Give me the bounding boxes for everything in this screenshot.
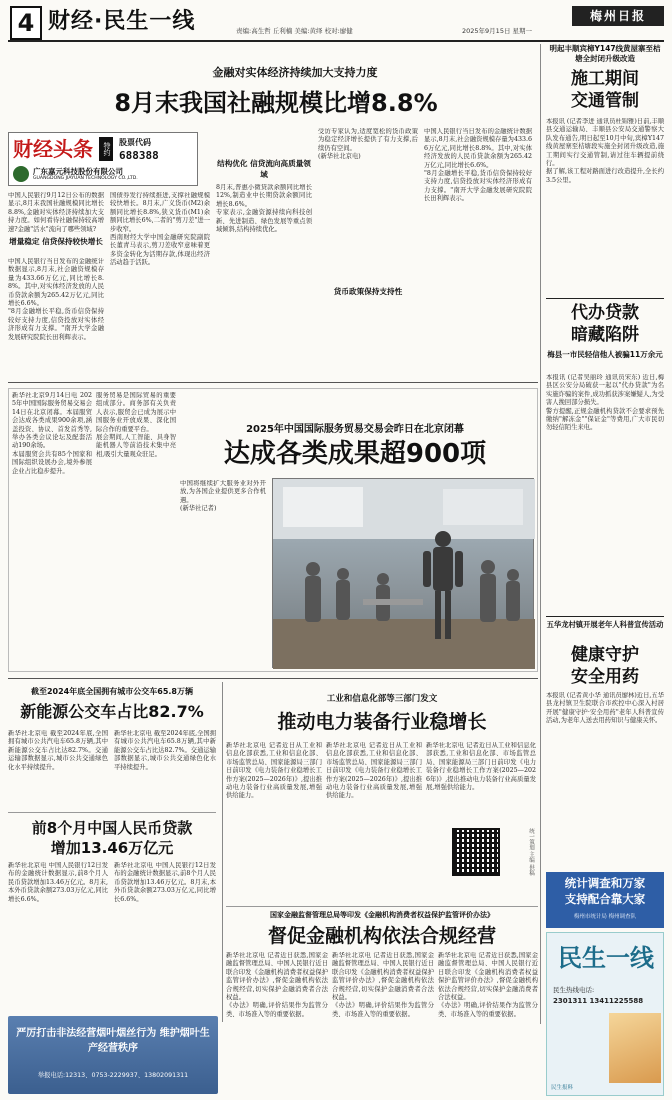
company-name-en: GUANGDONG JIAYUAN TECHNOLOGY CO.,LTD. xyxy=(33,176,138,181)
right-s3-body: 本报讯 (记者黄小华 通讯员廖林)近日,五华县龙村镇卫生院联合市疾控中心深入村居开展"健康守护·安全用药"老年人科普宣传活动,为老年人送去用药知识与健康关怀。 xyxy=(546,692,664,725)
promo-org: 梅州市统计局 梅州调查队 xyxy=(573,914,637,920)
right-s2-subtitle: 梅县一市民轻信他人被骗11万余元 xyxy=(547,350,663,359)
editors-line: 责编:高生哲 丘利楠 美编:黄绎 校对:廖健 xyxy=(236,27,353,35)
tobacco-hotline: 举报电话:12313、0753-2229937、13802091311 xyxy=(37,1072,189,1079)
lead-body-col2: 国债券发行持续推进,支撑社融规模较快增长。8月末,广义货币(M2)余额同比增长8.8%,狭义货币(M1)余额同比增长6%,二者的"剪刀差"进一步收窄。 西南财经大学中国金融研究院副院长董青马表示,剪刀差收窄意味着更多资金转化为活期存款,体现出经济活动趋于活跃。 xyxy=(110,192,210,267)
lead-body-col3: 8月末,普惠小微贷款余额同比增长12%,制造业中长期贷款余额同比增长8.6%。 专家表示,金融资源持续向科技创新、先进制造、绿色发展等重点领域倾斜,结构持续优化。 xyxy=(216,184,312,234)
power-kicker: 工业和信息化部等三部门发文 xyxy=(326,694,438,704)
power-body-col1: 新华社北京电 记者近日从工业和信息化部获悉,工业和信息化部、市场监管总局、国家能源局三部门日前印发《电力装备行业稳增长工作方案(2025—2026年)》,提出推动电力装备行业高质量发展,增强供给能力。 xyxy=(226,742,322,800)
qr-caption: 统一策划 主编 供稿 xyxy=(528,828,534,876)
company-name-cn: 广东嘉元科技股份有限公司 xyxy=(33,167,123,176)
lead-body-col4: 受访专家认为,适度宽松的货币政策为稳定经济增长提供了有力支撑,后续仍有空间。 (新华社北京电) xyxy=(318,128,418,161)
lead-body-col5: 中国人民银行当日发布的金融统计数据显示,8月末,社会融资规模存量为433.66万亿元,同比增长8.8%。其中,对实体经济发放的人民币贷款余额为265.42万亿元,同比增长6.6%。 "8月金融增长平稳,货币信贷保持较好支持力度,信贷投放对实体经济形成有力支撑。"南开大学金融发展研究院院长田利辉表示。 xyxy=(424,128,532,203)
lead-kicker: 金融对实体经济持续加大支持力度 xyxy=(212,66,378,79)
stock-code: 688388 xyxy=(119,149,159,162)
right-s3-title-1: 健康守护 xyxy=(571,645,639,665)
right-s3-kicker: 五华龙村镇开展老年人科普宣传活动 xyxy=(546,620,664,629)
minsheng-logo: 民生一线 xyxy=(558,943,654,972)
reg-body-col2: 新华社北京电 记者近日获悉,国家金融监督管理总局、中国人民银行近日联合印发《金融机构消费者权益保护监管评价办法》,督促金融机构依法合规经营,切实保护金融消费者合法权益。 《办法》明确,评价结果作为监管分类、市场准入等的重要依据。 xyxy=(332,952,434,1018)
power-body-col3: 新华社北京电 记者近日从工业和信息化部获悉,工业和信息化部、市场监管总局、国家能源局三部门日前印发《电力装备行业稳增长工作方案(2025—2026年)》,提出推动电力装备行业高质量发展,增强供给能力。 xyxy=(426,742,536,792)
feature-kicker: 2025年中国国际服务贸易交易会昨日在北京闭幕 xyxy=(246,424,464,435)
right-s3-title-2: 安全用药 xyxy=(571,667,639,687)
right-s1-title-1: 施工期间 xyxy=(571,69,639,89)
promo-corner-label: 民生报料 xyxy=(551,1085,574,1091)
reg-headline: 督促金融机构依法合规经营 xyxy=(267,925,496,947)
feature-body-col3: 中国将继续扩大服务业对外开放,为各国企业提供更多合作机遇。 (新华社记者) xyxy=(180,480,266,513)
right-s2-title-1: 代办贷款 xyxy=(571,303,639,323)
lead-subhead-2: 结构优化 信贷流向高质量领域 xyxy=(217,159,311,179)
loan-headline-line2: 增加13.46万亿元 xyxy=(50,839,174,857)
right-s2-title-2: 暗藏陷阱 xyxy=(571,325,639,345)
page-number-box xyxy=(10,6,42,40)
promo-illustration xyxy=(609,1013,661,1083)
company-logo-icon xyxy=(13,166,29,182)
loan-body-col2: 新华社北京电 中国人民银行12日发布的金融统计数据显示,前8个月人民币贷款增加13.46万亿元。8月末,本外币贷款余额273.03万亿元,同比增长6.6%。 xyxy=(114,862,216,903)
loan-headline-line1: 前8个月中国人民币贷款 xyxy=(31,819,193,837)
promo-line1: 统计调查和万家 xyxy=(564,876,646,890)
finance-ad-box xyxy=(8,132,198,186)
lead-subhead-1: 增量稳定 信贷保持较快增长 xyxy=(9,237,103,246)
right-s2-body: 本报讯 (记者吴丽玲 通讯员宋东) 近日,梅县区公安分局破获一起以"代办贷款"为名实施诈骗的案件,成功抓获涉案嫌疑人,为受害人挽回部分损失。 警方提醒,正规金融机构贷款不会要求预先缴纳"解冻金""保证金"等费用,广大市民切勿轻信陌生来电。 xyxy=(546,374,664,432)
statistics-promo xyxy=(546,872,664,928)
power-headline: 推动电力装备行业稳增长 xyxy=(277,711,487,733)
reg-kicker: 国家金融监督管理总局等印发《金融机构消费者权益保护监管评价办法》 xyxy=(270,911,494,919)
minsheng-promo xyxy=(546,932,664,1096)
robot-expo-photo xyxy=(272,478,534,668)
right-s1-body: 本报讯 (记者李进 通讯员杜锦雅)日前,丰顺县交通运输局、丰顺县公安局交通警察大队发布通告,明日起至10月中旬,宾樟Y147线黄屋寨至桔塘段实施全封闭升级改造,施工期间实行交通管制,请过往车辆提前绕行。 据了解,该工程对路面进行改造提升,全长约3.5公里。 xyxy=(546,118,664,184)
power-body-col2: 新华社北京电 记者近日从工业和信息化部获悉,工业和信息化部、市场监管总局、国家能源局三部门日前印发《电力装备行业稳增长工作方案(2025—2026年)》,提出推动电力装备行业高质量发展,增强供给能力。 xyxy=(326,742,422,800)
feature-body-col2: 服务贸易是国际贸易的重要组成部分。商务部有关负责人表示,服贸会已成为展示中国服务业开放成果、深化国际合作的重要平台。 展会期间,人工智能、具身智能机器人等前沿技术集中亮相,吸引大量观众驻足。 xyxy=(96,392,176,458)
bus-body-col1: 新华社北京电 截至2024年底,全国拥有城市公共汽电车65.8万辆,其中新能源公交车占比达82.7%。交通运输部数据显示,城市公共交通绿色化水平持续提升。 xyxy=(8,730,108,771)
ad-label: 财经头条 xyxy=(13,137,93,161)
lead-body-col1: 中国人民银行当日发布的金融统计数据显示,8月末,社会融资规模存量为433.66万亿元,同比增长8.8%。其中,对实体经济发放的人民币贷款余额为265.42万亿元,同比增长6.6%。 "8月金融增长平稳,货币信贷保持较好支持力度,信贷投放对实体经济形成有力支撑。"南开大学金融发展研究院院长田利辉表示。 xyxy=(8,258,104,341)
loan-body-col1: 新华社北京电 中国人民银行12日发布的金融统计数据显示,前8个月人民币贷款增加13.46万亿元。8月末,本外币贷款余额273.03万亿元,同比增长6.6%。 xyxy=(8,862,108,903)
reg-body-col1: 新华社北京电 记者近日获悉,国家金融监督管理总局、中国人民银行近日联合印发《金融机构消费者权益保护监管评价办法》,督促金融机构依法合规经营,切实保护金融消费者合法权益。 《办法》明确,评价结果作为监管分类、市场准入等的重要依据。 xyxy=(226,952,328,1018)
issue-date: 2025年9月15日 星期一 xyxy=(462,27,533,35)
bus-kicker: 截至2024年底全国拥有城市公交车65.8万辆 xyxy=(30,687,193,696)
bus-headline: 新能源公交车占比82.7% xyxy=(20,702,204,721)
stock-code-label: 股票代码 xyxy=(119,138,151,147)
promo-line2: 支持配合靠大家 xyxy=(564,892,646,906)
right-s1-title-2: 交通管制 xyxy=(571,91,639,111)
feature-body-col1: 新华社北京9月14日电 2025年中国国际服务贸易交易会14日在北京闭幕。本届服贸会达成各类成果900余项,涵盖投资、协议、首发首秀等,举办各类会议论坛及配套活动190余场。 本届服贸会共有85个国家和国际组织设展办会,境外参展企业占比稳步提升。 xyxy=(12,392,92,475)
reg-body-col3: 新华社北京电 记者近日获悉,国家金融监督管理总局、中国人民银行近日联合印发《金融机构消费者权益保护监管评价办法》,督促金融机构依法合规经营,切实保护金融消费者合法权益。 《办法》明确,评价结果作为监管分类、市场准入等的重要依据。 xyxy=(438,952,538,1018)
lead-body-intro: 中国人民银行9月12日公布的数据显示,8月末我国社融规模同比增长8.8%,金融对实体经济持续加大支持力度。如何看待社融保持较高增速?金融"活水"流向了哪些领域? xyxy=(8,192,104,233)
page-number: 4 xyxy=(17,9,35,37)
masthead-logo: 梅州日报 xyxy=(572,6,664,26)
tobacco-banner-title: 严厉打击非法经营烟叶烟丝行为 维护烟叶生产经营秩序 xyxy=(16,1028,210,1054)
lead-subhead-3: 货币政策保持支持性 xyxy=(333,287,403,296)
hotline-numbers: 2301311 13411225588 xyxy=(553,997,644,1005)
bus-body-col2: 新华社北京电 截至2024年底,全国拥有城市公共汽电车65.8万辆,其中新能源公交车占比达82.7%。交通运输部数据显示,城市公共交通绿色化水平持续提升。 xyxy=(114,730,216,771)
right-s1-kicker: 明起丰顺宾樟Y147线黄屋寨至桔塘全封闭升级改造 xyxy=(549,44,661,63)
qr-code xyxy=(452,828,500,876)
ad-badge: 特约 xyxy=(99,137,113,161)
lead-headline: 8月末我国社融规模比增8.8% xyxy=(114,89,438,117)
tobacco-banner xyxy=(8,1016,218,1094)
section-title: 财经·民生一线 xyxy=(48,9,196,34)
photo-illustration xyxy=(273,479,535,669)
feature-headline: 达成各类成果超900项 xyxy=(223,439,487,469)
hotline-label: 民生热线电话: xyxy=(553,986,595,994)
